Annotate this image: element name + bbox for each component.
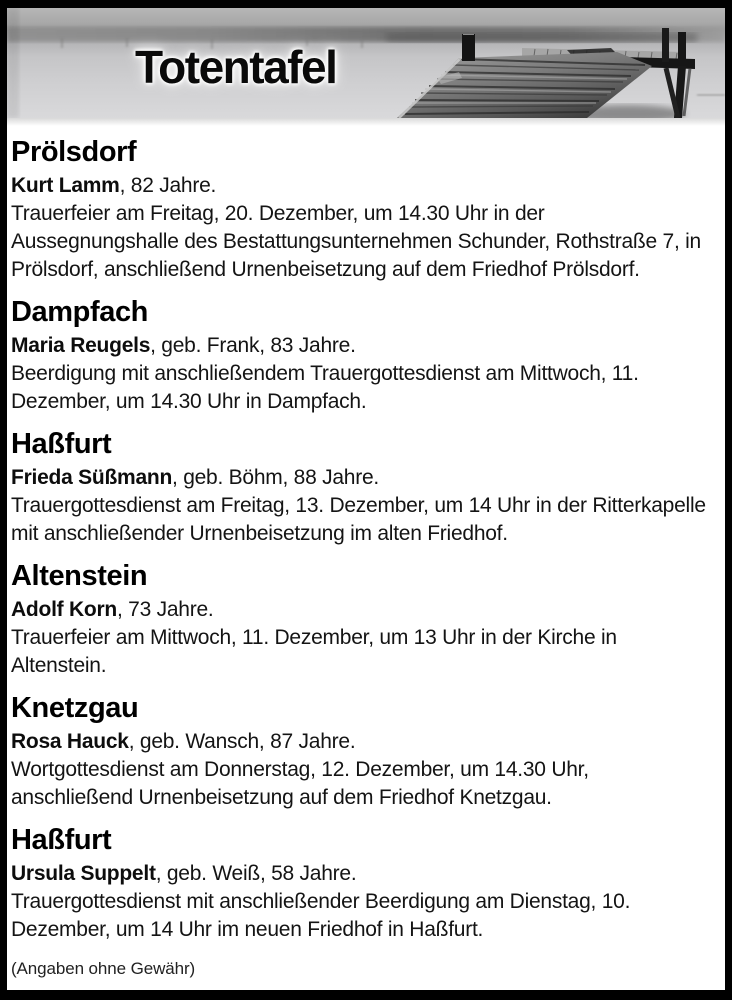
entry-town: Haßfurt	[11, 428, 112, 460]
entry-name-line	[11, 728, 711, 756]
entry-name-line	[11, 332, 711, 360]
entry-name: Rosa Hauck	[11, 730, 129, 753]
entry-name-rest: , 73 Jahre.	[116, 598, 214, 621]
header-photo	[7, 8, 725, 118]
page-inner	[7, 8, 725, 990]
obituary-entry	[11, 824, 711, 944]
pier-lake-photo	[7, 8, 725, 118]
entry-name: Kurt Lamm	[11, 174, 120, 197]
entry-name-line	[11, 172, 711, 200]
entry-details: Beerdigung mit anschließendem Trauergottesdienst am Mittwoch, 11. Dezember, um 14.30 Uhr in Dampfach.	[11, 362, 639, 413]
entry-name-line	[11, 860, 711, 888]
entry-name-rest: , 82 Jahre.	[119, 174, 217, 197]
disclaimer: (Angaben ohne Gewähr)	[11, 959, 196, 978]
entry-name-rest: , geb. Frank, 83 Jahre.	[150, 334, 356, 357]
entry-name-rest: , geb. Böhm, 88 Jahre.	[172, 466, 379, 489]
entry-town: Haßfurt	[11, 824, 112, 856]
entry-name: Maria Reugels	[11, 334, 151, 357]
obituary-entry	[11, 692, 711, 812]
entry-details: Trauerfeier am Freitag, 20. Dezember, um 14.30 Uhr in der Aussegnungshalle des Bestattungsunternehmen Schunder, Rothstraße 7, in Prölsdorf, anschließend Urnenbeisetzung auf dem Friedhof Prölsdorf.	[11, 202, 701, 281]
page-title: Totentafel	[135, 41, 337, 93]
entry-name-rest: , geb. Wansch, 87 Jahre.	[128, 730, 356, 753]
entry-name-line	[11, 464, 711, 492]
entry-name: Adolf Korn	[11, 598, 117, 621]
entry-details: Trauergottesdienst am Freitag, 13. Dezember, um 14 Uhr in der Ritterkapelle mit anschließender Urnenbeisetzung im alten Friedhof.	[11, 494, 706, 545]
entry-town: Knetzgau	[11, 692, 139, 724]
entry-details: Trauerfeier am Mittwoch, 11. Dezember, um 13 Uhr in der Kirche in Altenstein.	[11, 626, 617, 677]
entry-town: Altenstein	[11, 560, 148, 592]
entry-name-line	[11, 596, 711, 624]
obituary-entry	[11, 428, 711, 548]
entry-name: Ursula Suppelt	[11, 862, 156, 885]
entry-details: Trauergottesdienst mit anschließender Beerdigung am Dienstag, 10. Dezember, um 14 Uhr im neuen Friedhof in Haßfurt.	[11, 890, 631, 941]
photo-bottom-fade	[7, 118, 725, 126]
entry-details: Wortgottesdienst am Donnerstag, 12. Dezember, um 14.30 Uhr, anschließend Urnenbeisetzung auf dem Friedhof Knetzgau.	[11, 758, 589, 809]
obituary-list	[7, 126, 725, 980]
entry-name-rest: , geb. Weiß, 58 Jahre.	[155, 862, 357, 885]
entry-name: Frieda Süßmann	[11, 466, 173, 489]
entry-town: Dampfach	[11, 296, 148, 328]
obituary-entry	[11, 136, 711, 284]
obituary-entry	[11, 296, 711, 416]
entry-town: Prölsdorf	[11, 136, 137, 168]
obituary-entry	[11, 560, 711, 680]
